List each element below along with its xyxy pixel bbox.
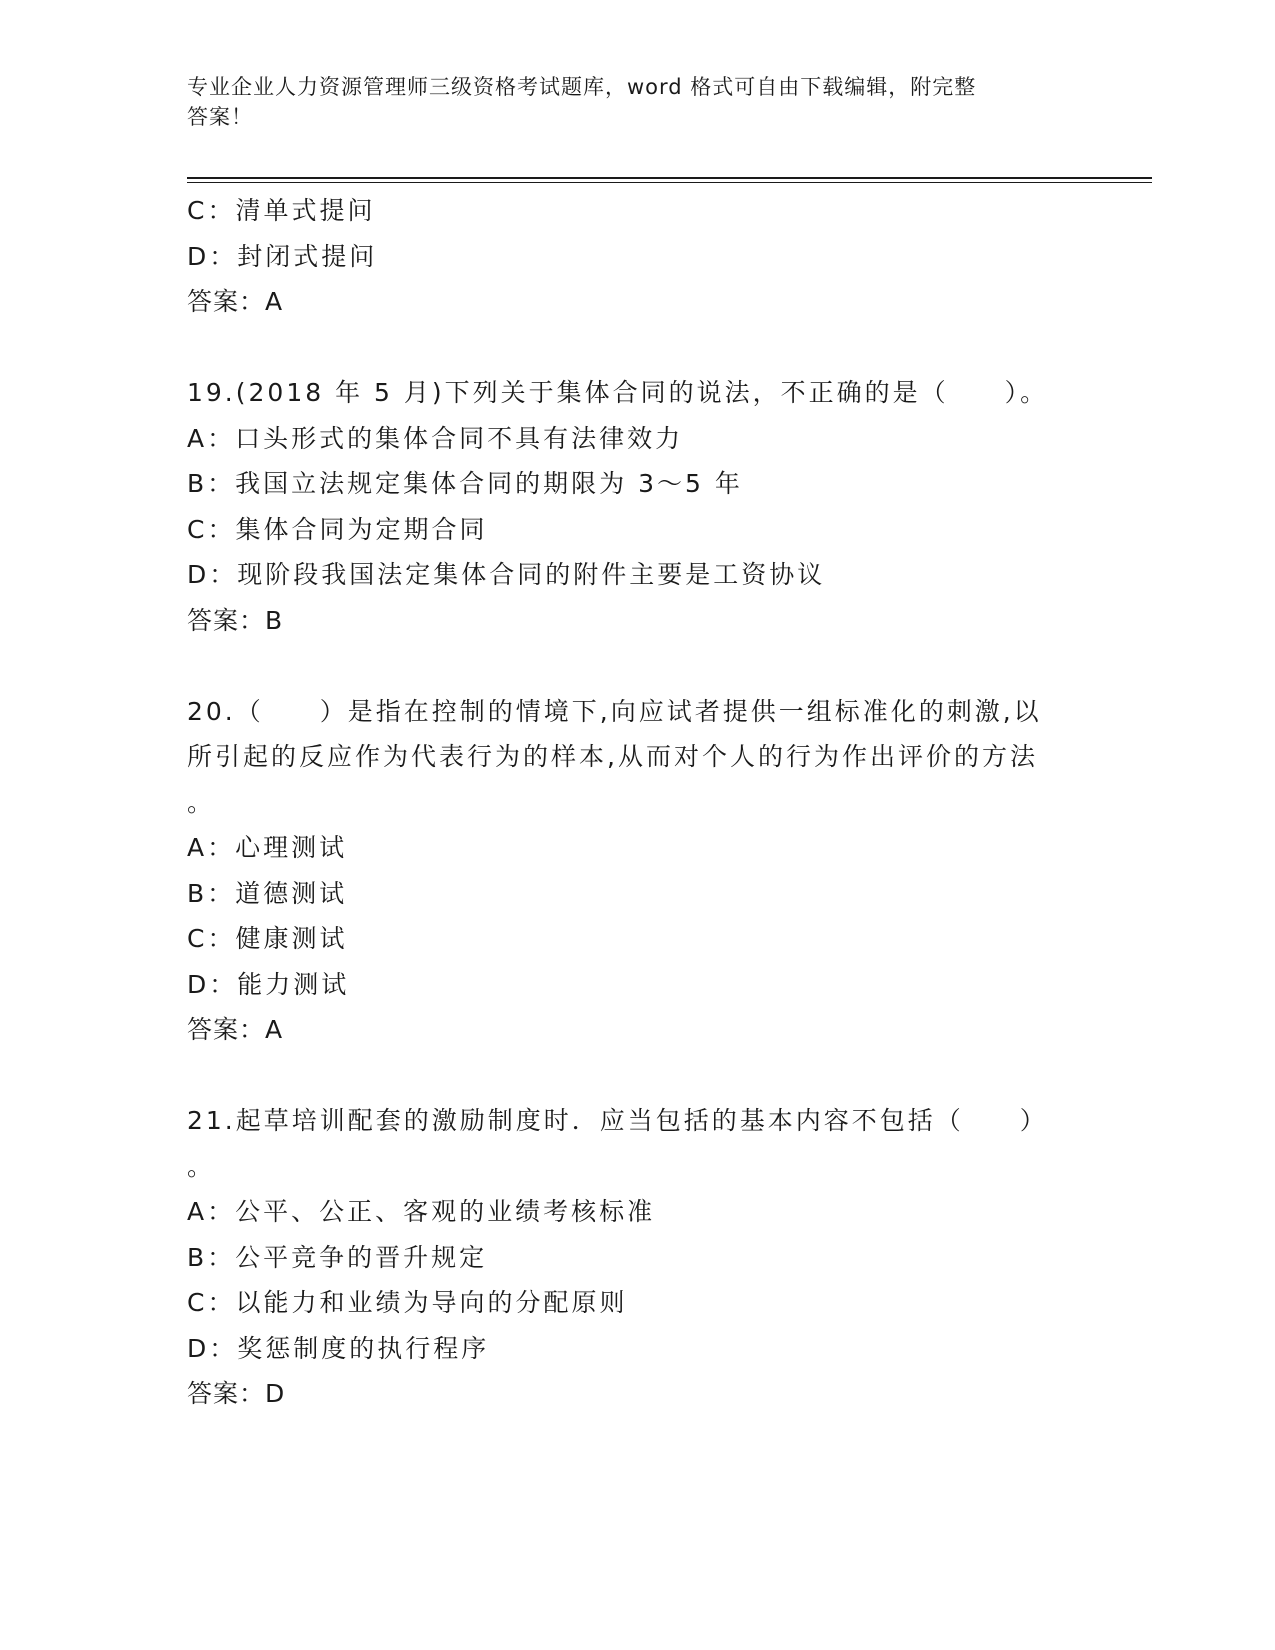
spacer: [187, 325, 1087, 371]
question-text: 所引起的反应作为代表行为的样本,从而对个人的行为作出评价的方法: [187, 742, 1038, 771]
question-19: [187, 370, 1087, 643]
spacer: [187, 1053, 1087, 1099]
option-line: C：以能力和业绩为导向的分配原则: [187, 1288, 628, 1317]
option-line: A：公平、公正、客观的业绩考核标准: [187, 1197, 656, 1226]
question-text: 21.起草培训配套的激励制度时．应当包括的基本内容不包括（ ）: [187, 1106, 1048, 1135]
option-line: B：道德测试: [187, 878, 348, 908]
question-text: 19.(2018 年 5 月)下列关于集体合同的说法，不正确的是（ ）。: [187, 378, 1049, 407]
spacer: [187, 643, 1087, 689]
option-line: A：口头形式的集体合同不具有法律效力: [187, 423, 684, 453]
page-header: [187, 72, 1067, 132]
header-rule-thick: [187, 177, 1152, 179]
header-rule-thin: [187, 182, 1152, 183]
option-line: D：封闭式提问: [187, 241, 378, 271]
question-text: 。: [187, 1151, 216, 1181]
option-line: C：清单式提问: [187, 196, 376, 225]
question-20: [187, 689, 1087, 1053]
answer-line: 答案：A: [187, 287, 284, 316]
header-line-2: 答案！: [187, 105, 253, 129]
option-line: C：健康测试: [187, 924, 348, 953]
option-line: D：现阶段我国法定集体合同的附件主要是工资协议: [187, 560, 826, 589]
option-line: D：奖惩制度的执行程序: [187, 1333, 490, 1363]
option-line: B：公平竞争的晋升规定: [187, 1242, 488, 1272]
question-text: 。: [187, 787, 216, 817]
answer-line: 答案：B: [187, 605, 284, 635]
option-line: B：我国立法规定集体合同的期限为 3～5 年: [187, 469, 743, 498]
question-text: 20.（ ）是指在控制的情境下,向应试者提供一组标准化的刺激,以: [187, 696, 1042, 726]
answer-line: 答案：D: [187, 1379, 286, 1408]
question-21: [187, 1098, 1087, 1417]
question-content: [187, 188, 1087, 1417]
option-line: A：心理测试: [187, 833, 348, 862]
option-line: D：能力测试: [187, 969, 350, 999]
answer-line: 答案：A: [187, 1015, 284, 1044]
prev-question-block: [187, 188, 1087, 325]
option-line: C：集体合同为定期合同: [187, 514, 488, 544]
header-line-1: 专业企业人力资源管理师三级资格考试题库，word 格式可自由下载编辑，附完整: [187, 75, 977, 99]
